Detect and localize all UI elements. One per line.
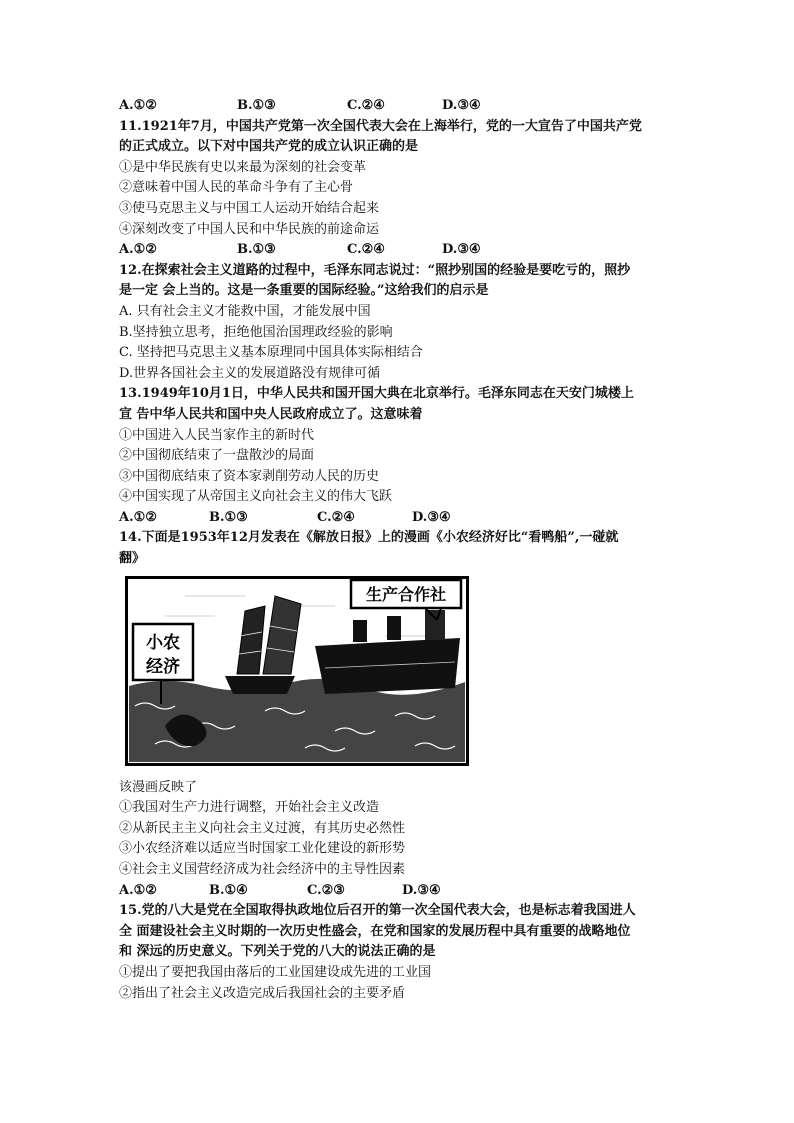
q13-option-a[interactable]: A.①② — [119, 509, 157, 525]
question-12 — [119, 261, 679, 385]
q11-item-1: ①是中华民族有史以来最为深刻的社会变革 — [119, 159, 367, 175]
q14-option-c[interactable]: C.②③ — [307, 882, 345, 898]
q14-option-b[interactable]: B.①④ — [209, 882, 248, 898]
q11-item-2: ②意味着中国人民的革命斗争有了主心骨 — [119, 180, 354, 196]
q13-item-3: ③中国彻底结束了资本家剥削劳动人民的历史 — [119, 468, 380, 484]
question-13 — [119, 384, 679, 528]
q11-option-d[interactable]: D.③④ — [442, 242, 481, 258]
q15-item-2: ②指出了社会主义改造完成后我国社会的主要矛盾 — [119, 985, 406, 1001]
q10-option-b[interactable]: B.①③ — [237, 98, 276, 113]
q11-stem-line: 11.1921年7月，中国共产党第一次全国代表大会在上海举行，党的一大宣告了中国共产党 — [119, 118, 642, 134]
q12-choice-a[interactable]: A. 只有社会主义才能救中国，才能发展中国 — [119, 303, 371, 319]
q13-item-4: ④中国实现了从帝国主义向社会主义的伟大飞跃 — [119, 489, 393, 505]
left-sign-line-2: 经济 — [146, 656, 180, 677]
q14-options — [119, 881, 679, 902]
q14-stem-line: 翻》 — [119, 551, 146, 567]
q13-option-d[interactable]: D.③④ — [412, 509, 451, 525]
q11-item-3: ③使马克思主义与中国工人运动开始结合起来 — [119, 200, 380, 216]
q14-lead: 该漫画反映了 — [119, 779, 198, 795]
page-content — [119, 96, 679, 1004]
q11-options — [119, 240, 679, 261]
q10-options — [119, 96, 679, 117]
q13-item-2: ②中国彻底结束了一盘散沙的局面 — [119, 448, 315, 464]
q11-option-b[interactable]: B.①③ — [237, 242, 276, 258]
q12-stem-line: 是一定 会上当的。这是一条重要的国际经验。”这给我们的启示是 — [119, 283, 489, 299]
q10-option-c[interactable]: C.②④ — [347, 98, 385, 113]
q11-option-a[interactable]: A.①② — [119, 242, 157, 258]
q10-option-a[interactable]: A.①② — [119, 98, 157, 113]
q14-item-3: ③小农经济难以适应当时国家工业化建设的新形势 — [119, 841, 406, 857]
q12-choice-c[interactable]: C. 坚持把马克思主义基本原理同中国具体实际相结合 — [119, 345, 423, 361]
question-11 — [119, 117, 679, 261]
q13-stem-line: 13.1949年10月1日，中华人民共和国开国大典在北京举行。毛泽东同志在天安门城楼上 — [119, 386, 634, 402]
right-sign-text: 生产合作社 — [365, 584, 447, 604]
q14-option-d[interactable]: D.③④ — [402, 882, 441, 898]
q11-stem-line: 的正式成立。以下对中国共产党的成立认识正确的是 — [119, 139, 419, 155]
q13-stem-line: 宣 告中华人民共和国中央人民政府成立了。这意味着 — [119, 406, 423, 422]
q11-option-c[interactable]: C.②④ — [347, 242, 385, 258]
q10-option-d[interactable]: D.③④ — [442, 98, 481, 113]
q11-item-4: ④深刻改变了中国人民和中华民族的前途命运 — [119, 221, 380, 237]
q12-choice-d[interactable]: D.世界各国社会主义的发展道路没有规律可循 — [119, 365, 381, 381]
question-15 — [119, 901, 679, 1004]
q15-stem-line: 15.党的八大是党在全国取得执政地位后召开的第一次全国代表大会，也是标志着我国进人 — [119, 903, 636, 919]
q15-item-1: ①提出了要把我国由落后的工业国建设成先进的工业国 — [119, 965, 432, 980]
q14-item-2: ②从新民主主义向社会主义过渡，有其历史必然性 — [119, 820, 406, 836]
q15-stem-line: 和 深远的历史意义。下列关于党的八大的说法正确的是 — [119, 944, 436, 960]
q12-choice-b[interactable]: B.坚持独立思考，拒绝他国治国理政经验的影响 — [119, 324, 393, 340]
q12-stem-line: 12.在探索社会主义道路的过程中，毛泽东同志说过：“照抄别国的经验是要吃亏的，照抄 — [119, 262, 631, 278]
q14-item-1: ①我国对生产力进行调整，开始社会主义改造 — [119, 800, 380, 816]
q14-option-a[interactable]: A.①② — [119, 882, 157, 898]
q15-stem-line: 全 面建设社会主义时期的一次历史性盛会，在党和国家的发展历程中具有重要的战略地位 — [119, 923, 631, 939]
q13-option-b[interactable]: B.①③ — [209, 509, 248, 525]
q14-stem-line: 14.下面是1953年12月发表在《解放日报》上的漫画《小农经济好比“看鸭船”,一碰就 — [119, 530, 619, 546]
left-sign-line-1: 小农 — [146, 632, 180, 653]
q13-item-1: ①中国进入人民当家作主的新时代 — [119, 427, 315, 443]
question-14 — [119, 528, 679, 901]
cartoon-image — [125, 576, 469, 766]
q14-item-4: ④社会主义国营经济成为社会经济中的主导性因素 — [119, 862, 406, 878]
q13-options — [119, 508, 679, 529]
q13-option-c[interactable]: C.②④ — [317, 509, 355, 525]
